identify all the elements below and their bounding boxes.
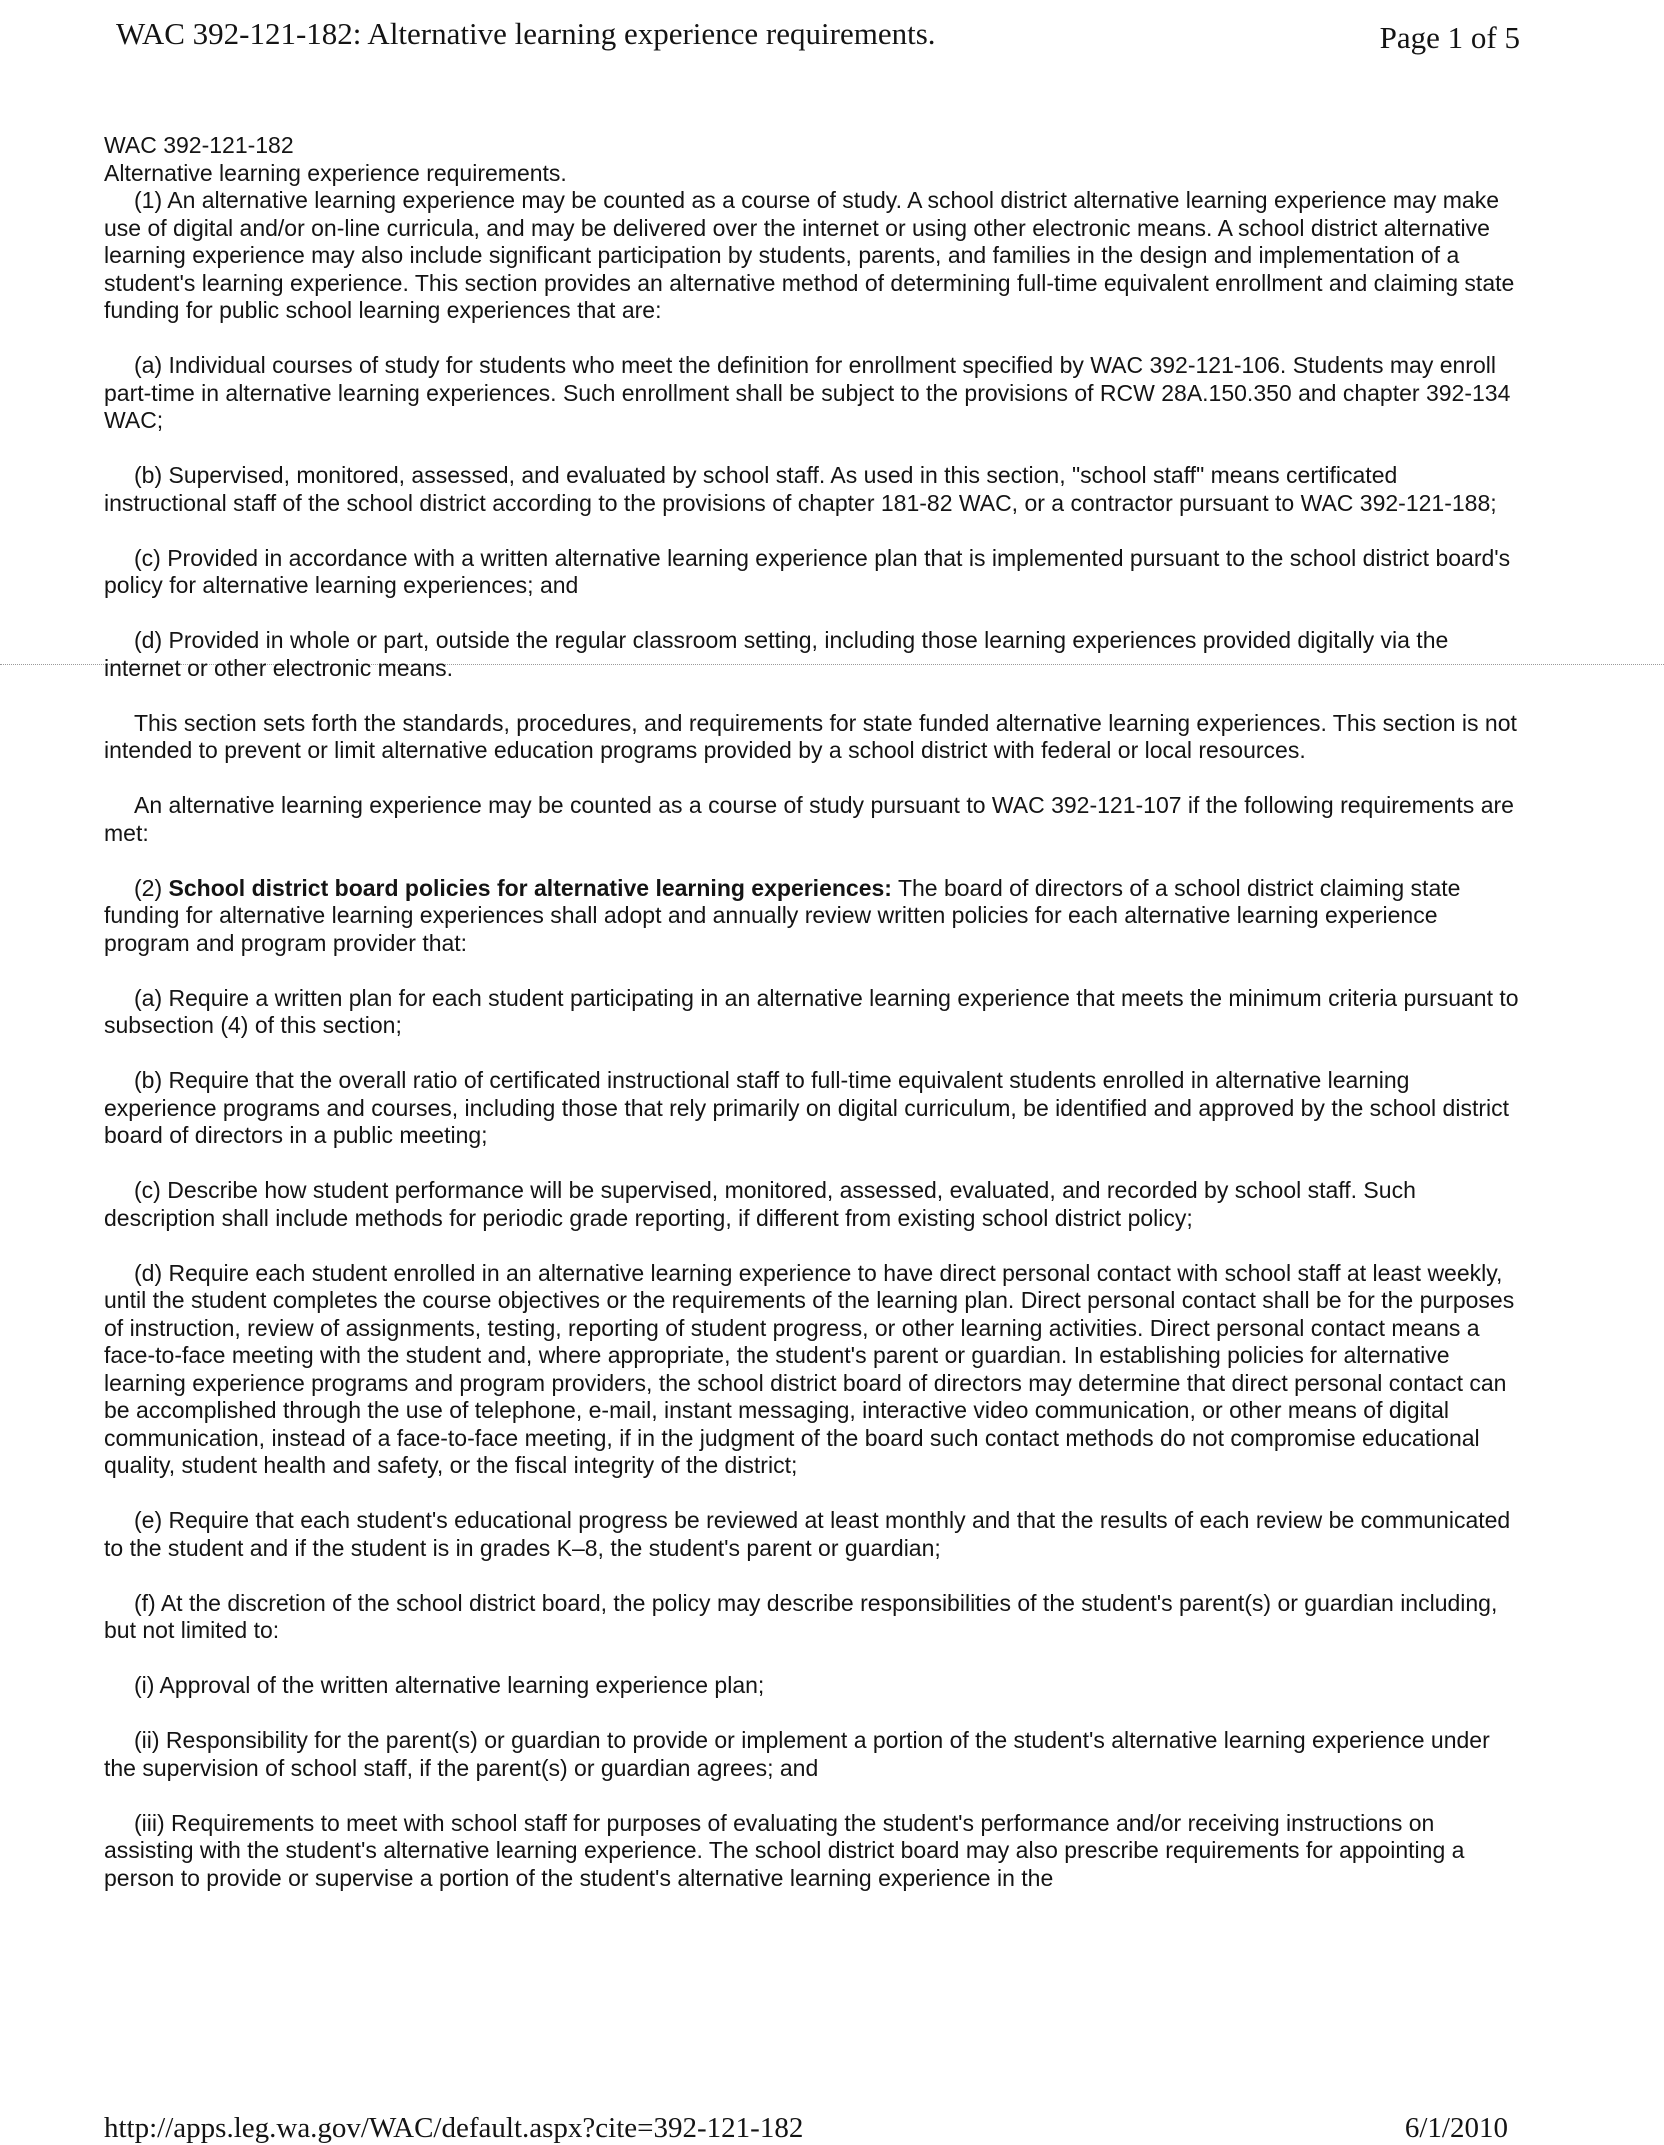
paragraph-2f-i: (i) Approval of the written alternative learning experience plan; (134, 1672, 765, 1698)
paragraph-2 (104, 875, 1524, 958)
section-2-text: The board of directors of a school district claiming state funding for alternative learning experiences shall adopt and annually review written policies for each alternative learning experience program and program provider that: (104, 874, 1461, 956)
paragraph-2c: (c) Describe how student performance will be supervised, monitored, assessed, evaluated, and recorded by school staff. Such description shall include methods for periodic grade reporting, if different from existing school district policy; (104, 1177, 1416, 1231)
paragraph-2b: (b) Require that the overall ratio of certificated instructional staff to full-time equivalent students enrolled in alternative learning experience programs and courses, including those that rely primarily on digital curriculum, be identified and approved by the school district board of directors in a public meeting; (104, 1067, 1510, 1148)
paragraph-1c: (c) Provided in accordance with a written alternative learning experience plan that is implemented pursuant to the school district board's policy for alternative learning experiences; and (104, 544, 1511, 598)
section-2-number: (2) (134, 874, 163, 901)
paragraph-1a: (a) Individual courses of study for students who meet the definition for enrollment specified by WAC 392-121-106. Students may enroll part-time in alternative learning experiences. Such enrollment shall be subject to the provisions of RCW 28A.150.350 and chapter 392-134 WAC; (104, 352, 1511, 433)
footer-print-date: 6/1/2010 (1404, 2112, 1508, 2144)
paragraph-2f-ii: (ii) Responsibility for the parent(s) or guardian to provide or implement a portion of the student's alternative learning experience under the supervision of school staff, if the parent(s) or guardian agrees; and (104, 1727, 1490, 1781)
paragraph-2f: (f) At the discretion of the school district board, the policy may describe responsibilities of the student's parent(s) or guardian including, but not limited to: (104, 1589, 1498, 1643)
page-header-title: WAC 392-121-182: Alternative learning experience requirements. (116, 16, 936, 51)
paragraph-1d: (d) Provided in whole or part, outside the regular classroom setting, including those learning experiences provided digitally via the internet or other electronic means. (104, 627, 1449, 681)
document-body (104, 132, 1524, 1920)
paragraph-2d: (d) Require each student enrolled in an alternative learning experience to have direct personal contact with school staff at least weekly, until the student completes the course objectives or the requirements of the learning plan. Direct personal contact shall be for the purposes of instruction, review of assignments, testing, reporting of student progress, or other learning activities. Direct personal contact means a face-to-face meeting with the student and, where appropriate, the student's parent or guardian. In establishing policies for alternative learning experience programs and program providers, the school district board of directors may determine that direct personal contact can be accomplished through the use of telephone, e-mail, instant messaging, interactive video communication, or other means of digital communication, instead of a face-to-face meeting, if in the judgment of the board such contact methods do not compromise educational quality, student health and safety, or the fiscal integrity of the district; (104, 1259, 1515, 1478)
paragraph-1b: (b) Supervised, monitored, assessed, and evaluated by school staff. As used in this section, "school staff" means certificated instructional staff of the school district according to the provisions of chapter 181-82 WAC, or a contractor pursuant to WAC 392-121-188; (104, 462, 1497, 516)
footer-source-url-link[interactable]: http://apps.leg.wa.gov/WAC/default.aspx?cite=392-121-182 (104, 2112, 804, 2144)
paragraph-2f-iii: (iii) Requirements to meet with school staff for purposes of evaluating the student's performance and/or receiving instructions on assisting with the student's alternative learning experience. The school district board may also prescribe requirements for appointing a person to provide or supervise a portion of the student's alternative learning experience in the (104, 1809, 1465, 1891)
document-title: Alternative learning experience requirements. (104, 159, 567, 186)
paragraph-requirements-intro: An alternative learning experience may be counted as a course of study pursuant to WAC 392-121-107 if the following requirements are met: (104, 792, 1514, 846)
paragraph-1: (1) An alternative learning experience may be counted as a course of study. A school district alternative learning experience may make use of digital and/or on-line curricula, and may be delivered over the internet or using other electronic means. A school district alternative learning experience may also include significant participation by students, parents, and families in the design and implementation of a student's learning experience. This section provides an alternative method of determining full-time equivalent enrollment and claiming state funding for public school learning experiences that are: (104, 187, 1515, 323)
paragraph-2e: (e) Require that each student's educational progress be reviewed at least monthly and that the results of each review be communicated to the student and if the student is in grades K–8, the student's parent or guardian; (104, 1507, 1511, 1561)
paragraph-2a: (a) Require a written plan for each student participating in an alternative learning experience that meets the minimum criteria pursuant to subsection (4) of this section; (104, 984, 1519, 1038)
document-code: WAC 392-121-182 (104, 132, 294, 158)
section-2-heading: School district board policies for alternative learning experiences: (168, 874, 892, 901)
paragraph-standards: This section sets forth the standards, procedures, and requirements for state funded alternative learning experiences. This section is not intended to prevent or limit alternative education programs provided by a school district with federal or local resources. (104, 709, 1517, 763)
page-number: Page 1 of 5 (1379, 20, 1520, 55)
